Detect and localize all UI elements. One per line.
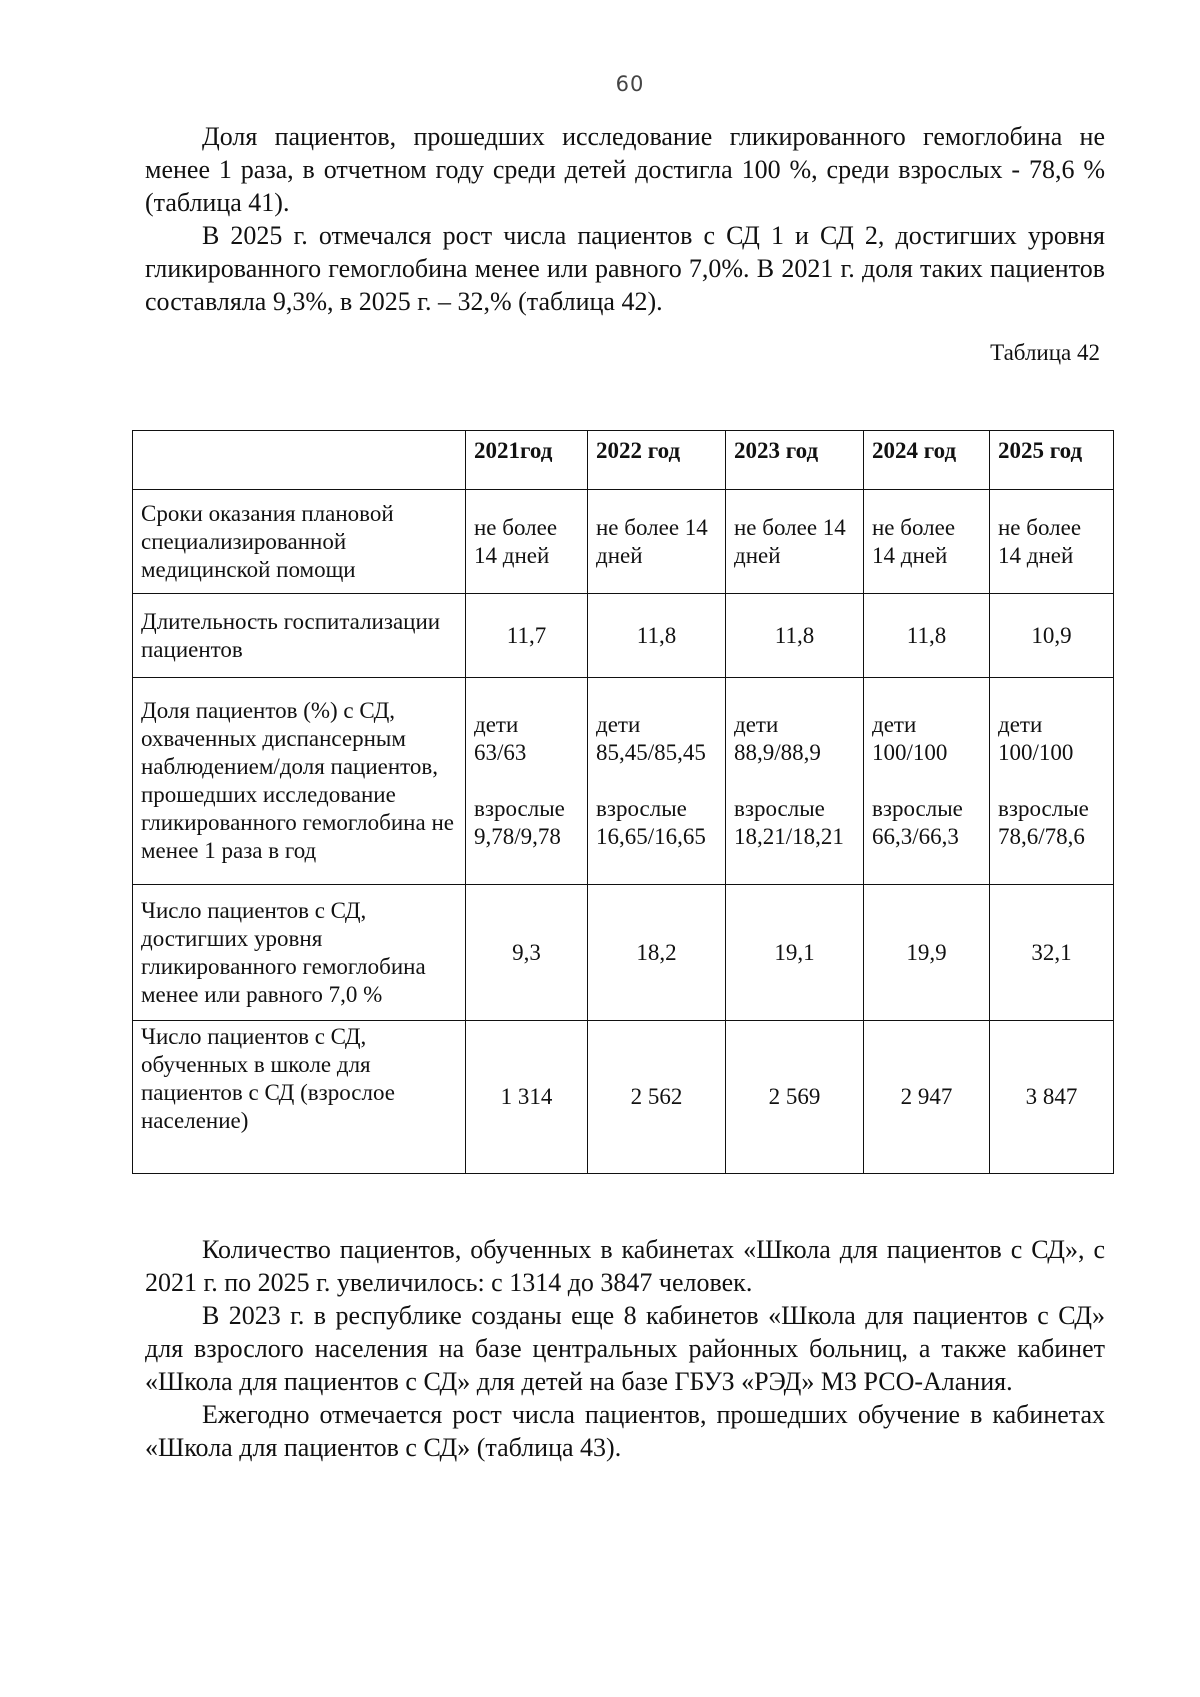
- adults-value: 18,21/18,21: [734, 824, 844, 849]
- outro-paragraph-3: Ежегодно отмечается рост числа пациентов, прошедших обучение в кабинетах «Школа для пациентов с СД» (таблица 43).: [145, 1400, 1105, 1462]
- cell-value: 11,8: [726, 594, 864, 678]
- children-value: 85,45/85,45: [596, 740, 706, 765]
- cell-value: 2 562: [588, 1021, 726, 1174]
- children-label: дети: [998, 712, 1043, 737]
- outro-paragraph-1: Количество пациентов, обученных в кабинетах «Школа для пациентов с СД», с 2021 г. по 2025 г. увеличилось: с 1314 до 3847 человек.: [145, 1235, 1105, 1297]
- header-2024: 2024 год: [864, 431, 990, 490]
- indicators-table: [132, 430, 1114, 1174]
- cell-children-adults: [588, 678, 726, 885]
- row-label: Сроки оказания плановой специализированной медицинской помощи: [133, 490, 466, 594]
- adults-label: взрослые: [734, 796, 825, 821]
- row-label: Число пациентов с СД, обученных в школе для пациентов с СД (взрослое население): [133, 1021, 466, 1174]
- adults-value: 16,65/16,65: [596, 824, 706, 849]
- row-label: Число пациентов с СД, достигших уровня гликированного гемоглобина менее или равного 7,0 %: [133, 885, 466, 1021]
- header-empty-cell: [133, 431, 466, 490]
- cell-value: 32,1: [990, 885, 1114, 1021]
- cell-value: 19,1: [726, 885, 864, 1021]
- adults-value: 78,6/78,6: [998, 824, 1085, 849]
- adults-label: взрослые: [474, 796, 565, 821]
- adults-value: 66,3/66,3: [872, 824, 959, 849]
- cell-value: не более 14 дней: [726, 490, 864, 594]
- cell-value: 2 947: [864, 1021, 990, 1174]
- header-2025: 2025 год: [990, 431, 1114, 490]
- cell-children-adults: [864, 678, 990, 885]
- table-caption: Таблица 42: [990, 340, 1100, 365]
- header-2023: 2023 год: [726, 431, 864, 490]
- cell-value: не более 14 дней: [588, 490, 726, 594]
- cell-children-adults: [466, 678, 588, 885]
- adults-label: взрослые: [872, 796, 963, 821]
- children-label: дети: [596, 712, 641, 737]
- cell-value: 1 314: [466, 1021, 588, 1174]
- row-label: Длительность госпитализации пациентов: [133, 594, 466, 678]
- children-value: 100/100: [998, 740, 1074, 765]
- adults-label: взрослые: [596, 796, 687, 821]
- cell-children-adults: [990, 678, 1114, 885]
- children-value: 100/100: [872, 740, 948, 765]
- intro-paragraph-2: В 2025 г. отмечался рост числа пациентов с СД 1 и СД 2, достигших уровня гликированного гемоглобина менее или равного 7,0%. В 2021 г. доля таких пациентов составляла 9,3%, в 2025 г. – 32,% (таблица 42).: [145, 221, 1105, 316]
- table-row: [133, 594, 1114, 678]
- header-2021: 2021год: [466, 431, 588, 490]
- cell-value: 2 569: [726, 1021, 864, 1174]
- children-label: дети: [474, 712, 519, 737]
- table-row: [133, 885, 1114, 1021]
- page-number: 60: [615, 72, 645, 96]
- cell-value: 18,2: [588, 885, 726, 1021]
- table-row: [133, 678, 1114, 885]
- cell-value: 9,3: [466, 885, 588, 1021]
- cell-value: 3 847: [990, 1021, 1114, 1174]
- table-header-row: [133, 431, 1114, 490]
- row-label: Доля пациентов (%) с СД, охваченных диспансерным наблюдением/доля пациентов, прошедших исследование гликированного гемоглобина не менее 1 раза в год: [133, 678, 466, 885]
- children-label: дети: [734, 712, 779, 737]
- table-row: [133, 490, 1114, 594]
- cell-value: 10,9: [990, 594, 1114, 678]
- adults-label: взрослые: [998, 796, 1089, 821]
- header-2022: 2022 год: [588, 431, 726, 490]
- intro-paragraph-1: Доля пациентов, прошедших исследование гликированного гемоглобина не менее 1 раза, в отчетном году среди детей достигла 100 %, среди взрослых - 78,6 % (таблица 41).: [145, 122, 1105, 217]
- cell-value: не более 14 дней: [990, 490, 1114, 594]
- table-row: [133, 1021, 1114, 1174]
- cell-value: не более 14 дней: [466, 490, 588, 594]
- outro-text: [145, 1233, 1105, 1464]
- children-value: 63/63: [474, 740, 527, 765]
- outro-paragraph-2: В 2023 г. в республике созданы еще 8 кабинетов «Школа для пациентов с СД» для взрослого населения на базе центральных районных больниц, а также кабинет «Школа для пациентов с СД» для детей на базе ГБУЗ «РЭД» МЗ РСО-Алания.: [145, 1301, 1105, 1396]
- adults-value: 9,78/9,78: [474, 824, 561, 849]
- intro-text: [145, 120, 1105, 318]
- cell-children-adults: [726, 678, 864, 885]
- cell-value: 11,7: [466, 594, 588, 678]
- cell-value: 11,8: [864, 594, 990, 678]
- children-label: дети: [872, 712, 917, 737]
- children-value: 88,9/88,9: [734, 740, 821, 765]
- cell-value: 19,9: [864, 885, 990, 1021]
- cell-value: 11,8: [588, 594, 726, 678]
- cell-value: не более 14 дней: [864, 490, 990, 594]
